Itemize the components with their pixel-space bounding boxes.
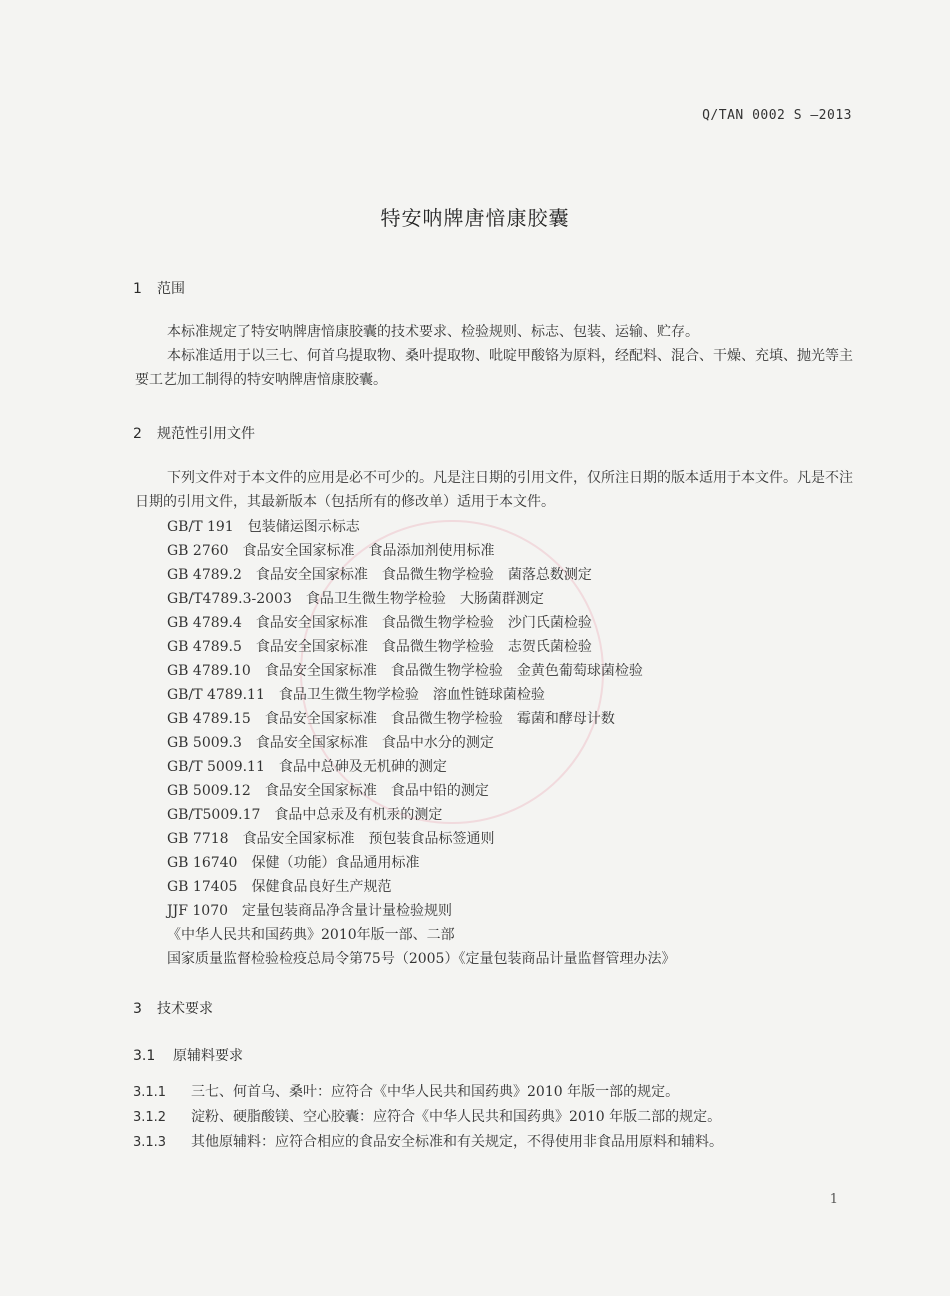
ref-name: 包装储运图示标志 [247,519,360,535]
subsection-3-1-heading [133,1045,243,1065]
list-item [167,707,675,731]
ref-name: 食品安全国家标准 食品微生物学检验 沙门氏菌检验 [255,615,592,631]
section-1-heading [133,278,185,298]
list-item [167,659,675,683]
ref-code: GB 16740 [167,855,238,871]
clause-number: 3.1.3 [133,1135,167,1150]
ref-name: 保健（功能）食品通用标准 [251,855,420,871]
list-item [167,803,675,827]
list-item [167,587,675,611]
list-item [133,1130,723,1155]
list-item [167,851,675,875]
section-2-intro [135,466,855,514]
ref-code: GB 5009.3 [167,735,242,751]
ref-name: 食品安全国家标准 食品中铅的测定 [264,783,489,799]
clause-list [133,1080,723,1155]
ref-code: GB 7718 [167,831,229,847]
list-item [167,731,675,755]
list-item [167,539,675,563]
ref-name: 食品安全国家标准 食品中水分的测定 [255,735,494,751]
ref-name: 定量包装商品净含量计量检验规则 [242,903,453,919]
list-item [167,899,675,923]
ref-name: 食品安全国家标准 食品微生物学检验 菌落总数测定 [255,567,592,583]
list-item [167,875,675,899]
ref-name: 保健食品良好生产规范 [251,879,392,895]
paragraph: 本标准适用于以三七、何首乌提取物、桑叶提取物、吡啶甲酸铬为原料，经配料、混合、干燥、充填、抛光等主要工艺加工制得的特安呐牌唐愔康胶囊。 [135,348,853,388]
section-2-heading [133,423,255,443]
ref-name: 食品卫生微生物学检验 大肠菌群测定 [305,591,544,607]
ref-code: GB 4789.10 [167,663,251,679]
paragraph: 本标准规定了特安呐牌唐愔康胶囊的技术要求、检验规则、标志、包装、运输、贮存。 [167,324,699,340]
list-item [167,611,675,635]
ref-name: 食品卫生微生物学检验 溶血性链球菌检验 [278,687,545,703]
ref-code: GB 4789.5 [167,639,242,655]
section-title: 规范性引用文件 [157,426,255,442]
list-item [167,923,675,947]
ref-code: GB/T 4789.11 [167,687,265,703]
section-number: 3 [133,1001,142,1017]
clause-text: 三七、何首乌、桑叶：应符合《中华人民共和国药典》2010 年版一部的规定。 [191,1084,680,1100]
list-item [167,683,675,707]
list-item [133,1105,723,1130]
clause-text: 其他原辅料：应符合相应的食品安全标准和有关规定，不得使用非食品用原料和辅料。 [191,1134,723,1150]
list-item [167,563,675,587]
ref-code: GB 4789.15 [167,711,251,727]
ref-code: GB 4789.2 [167,567,242,583]
ref-code: GB/T4789.3-2003 [167,591,292,607]
section-title: 技术要求 [157,1001,213,1017]
ref-code: GB/T 191 [167,519,234,535]
list-item [167,827,675,851]
paragraph: 下列文件对于本文件的应用是必不可少的。凡是注日期的引用文件，仅所注日期的版本适用于本文件。凡是不注日期的引用文件，其最新版本（包括所有的修改单）适用于本文件。 [135,470,853,510]
ref-code: JJF 1070 [167,903,229,919]
section-title: 范围 [157,281,185,297]
list-item [167,779,675,803]
list-item [167,755,675,779]
list-item [167,947,675,971]
subsection-number: 3.1 [133,1048,156,1064]
page-number: 1 [829,1192,838,1207]
ref-name: 食品安全国家标准 食品添加剂使用标准 [242,543,495,559]
ref-name: 食品安全国家标准 预包装食品标签通则 [242,831,495,847]
ref-code: GB 2760 [167,543,229,559]
ref-name: 食品中总汞及有机汞的测定 [274,807,443,823]
ref-name: 《中华人民共和国药典》2010年版一部、二部 [167,927,455,943]
list-item [133,1080,723,1105]
ref-code: GB/T 5009.11 [167,759,265,775]
list-item [167,635,675,659]
ref-code: GB 4789.4 [167,615,242,631]
ref-code: GB/T5009.17 [167,807,261,823]
ref-name: 食品安全国家标准 食品微生物学检验 金黄色葡萄球菌检验 [264,663,643,679]
clause-number: 3.1.2 [133,1110,167,1125]
ref-code: GB 17405 [167,879,238,895]
section-3-heading [133,998,213,1018]
reference-list [167,515,675,971]
document-code: Q/TAN 0002 S —2013 [702,108,852,123]
document-title: 特安呐牌唐愔康胶囊 [380,206,570,230]
ref-name: 食品中总砷及无机砷的测定 [278,759,447,775]
ref-name: 食品安全国家标准 食品微生物学检验 志贺氏菌检验 [255,639,592,655]
section-number: 2 [133,426,142,442]
clause-number: 3.1.1 [133,1085,167,1100]
subsection-title: 原辅料要求 [173,1048,243,1064]
ref-name: 国家质量监督检验检疫总局令第75号（2005）《定量包装商品计量监督管理办法》 [167,951,676,967]
clause-text: 淀粉、硬脂酸镁、空心胶囊：应符合《中华人民共和国药典》2010 年版二部的规定。 [191,1109,722,1125]
section-number: 1 [133,281,142,297]
list-item [167,515,675,539]
ref-name: 食品安全国家标准 食品微生物学检验 霉菌和酵母计数 [264,711,615,727]
section-1-body [135,320,855,392]
ref-code: GB 5009.12 [167,783,251,799]
